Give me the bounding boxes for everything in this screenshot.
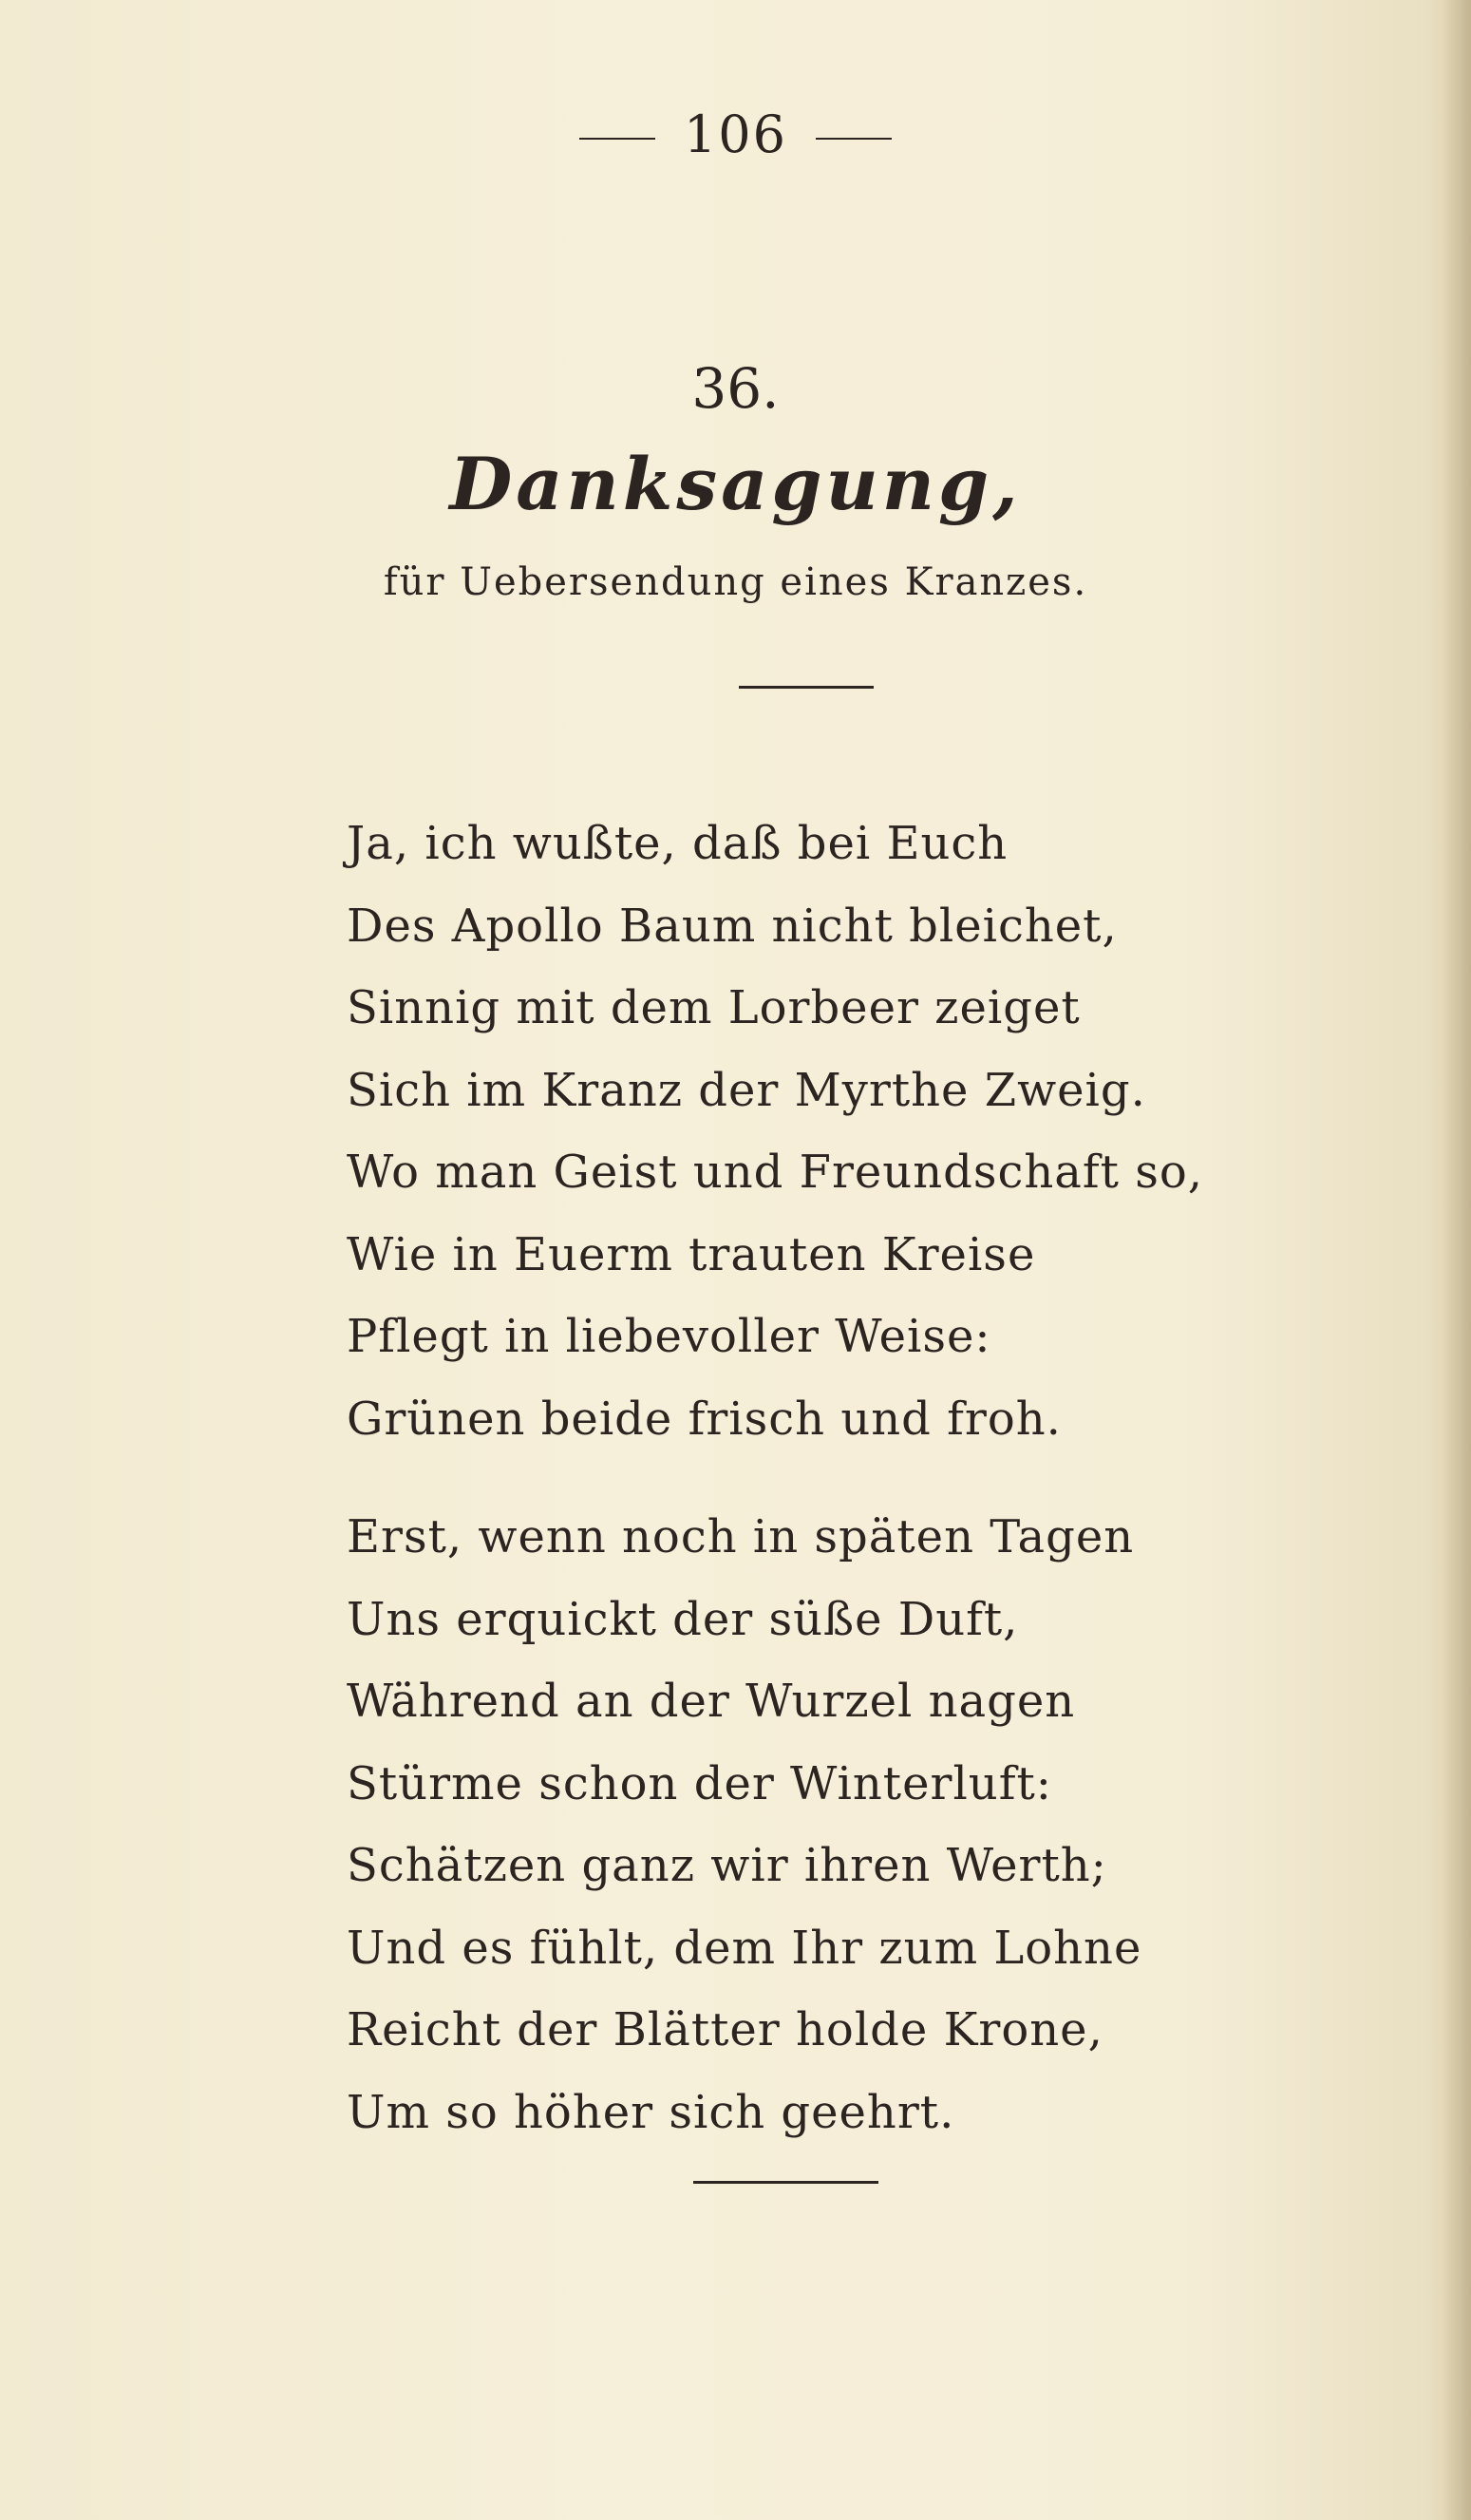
verse-line: Des Apollo Baum nicht bleichet, xyxy=(347,899,1118,953)
stanza-1 xyxy=(347,803,1391,1460)
header-dash-left xyxy=(579,138,655,140)
page-header xyxy=(0,104,1471,164)
verse-line: Wie in Euerm trauten Kreise xyxy=(347,1227,1036,1281)
page-number: 106 xyxy=(683,104,788,164)
poem-number: 36. xyxy=(691,356,780,421)
verse-line: Stürme schon der Winterluft: xyxy=(347,1756,1052,1810)
verse-line: Uns erquickt der süße Duft, xyxy=(347,1592,1019,1646)
verse-line: Während an der Wurzel nagen xyxy=(347,1675,1076,1728)
verse-line: Reicht der Blätter holde Krone, xyxy=(347,2003,1103,2056)
poem-subtitle: für Uebersendung eines Kranzes. xyxy=(383,560,1088,604)
verse-line: Sich im Kranz der Myrthe Zweig. xyxy=(347,1063,1146,1117)
verse-line: Um so höher sich geehrt. xyxy=(347,2085,955,2139)
verse-line: Schätzen ganz wir ihren Werth; xyxy=(347,1839,1107,1892)
verse-line: Pflegt in liebevoller Weise: xyxy=(347,1310,991,1363)
verse-line: Ja, ich wußte, daß bei Euch xyxy=(347,817,1009,870)
end-divider xyxy=(693,2181,878,2184)
verse-line: Erst, wenn noch in späten Tagen xyxy=(347,1510,1135,1563)
poem-title: Danksagung, xyxy=(449,442,1022,526)
verse-line: Sinnig mit dem Lorbeer zeiget xyxy=(347,981,1081,1034)
verse-line: Wo man Geist und Freundschaft so, xyxy=(347,1146,1203,1199)
title-divider xyxy=(739,686,874,689)
stanza-2 xyxy=(347,1496,1391,2153)
verse-line: Und es fühlt, dem Ihr zum Lohne xyxy=(347,1921,1142,1975)
verse-line: Grünen beide frisch und froh. xyxy=(347,1392,1062,1446)
header-dash-right xyxy=(816,138,892,140)
